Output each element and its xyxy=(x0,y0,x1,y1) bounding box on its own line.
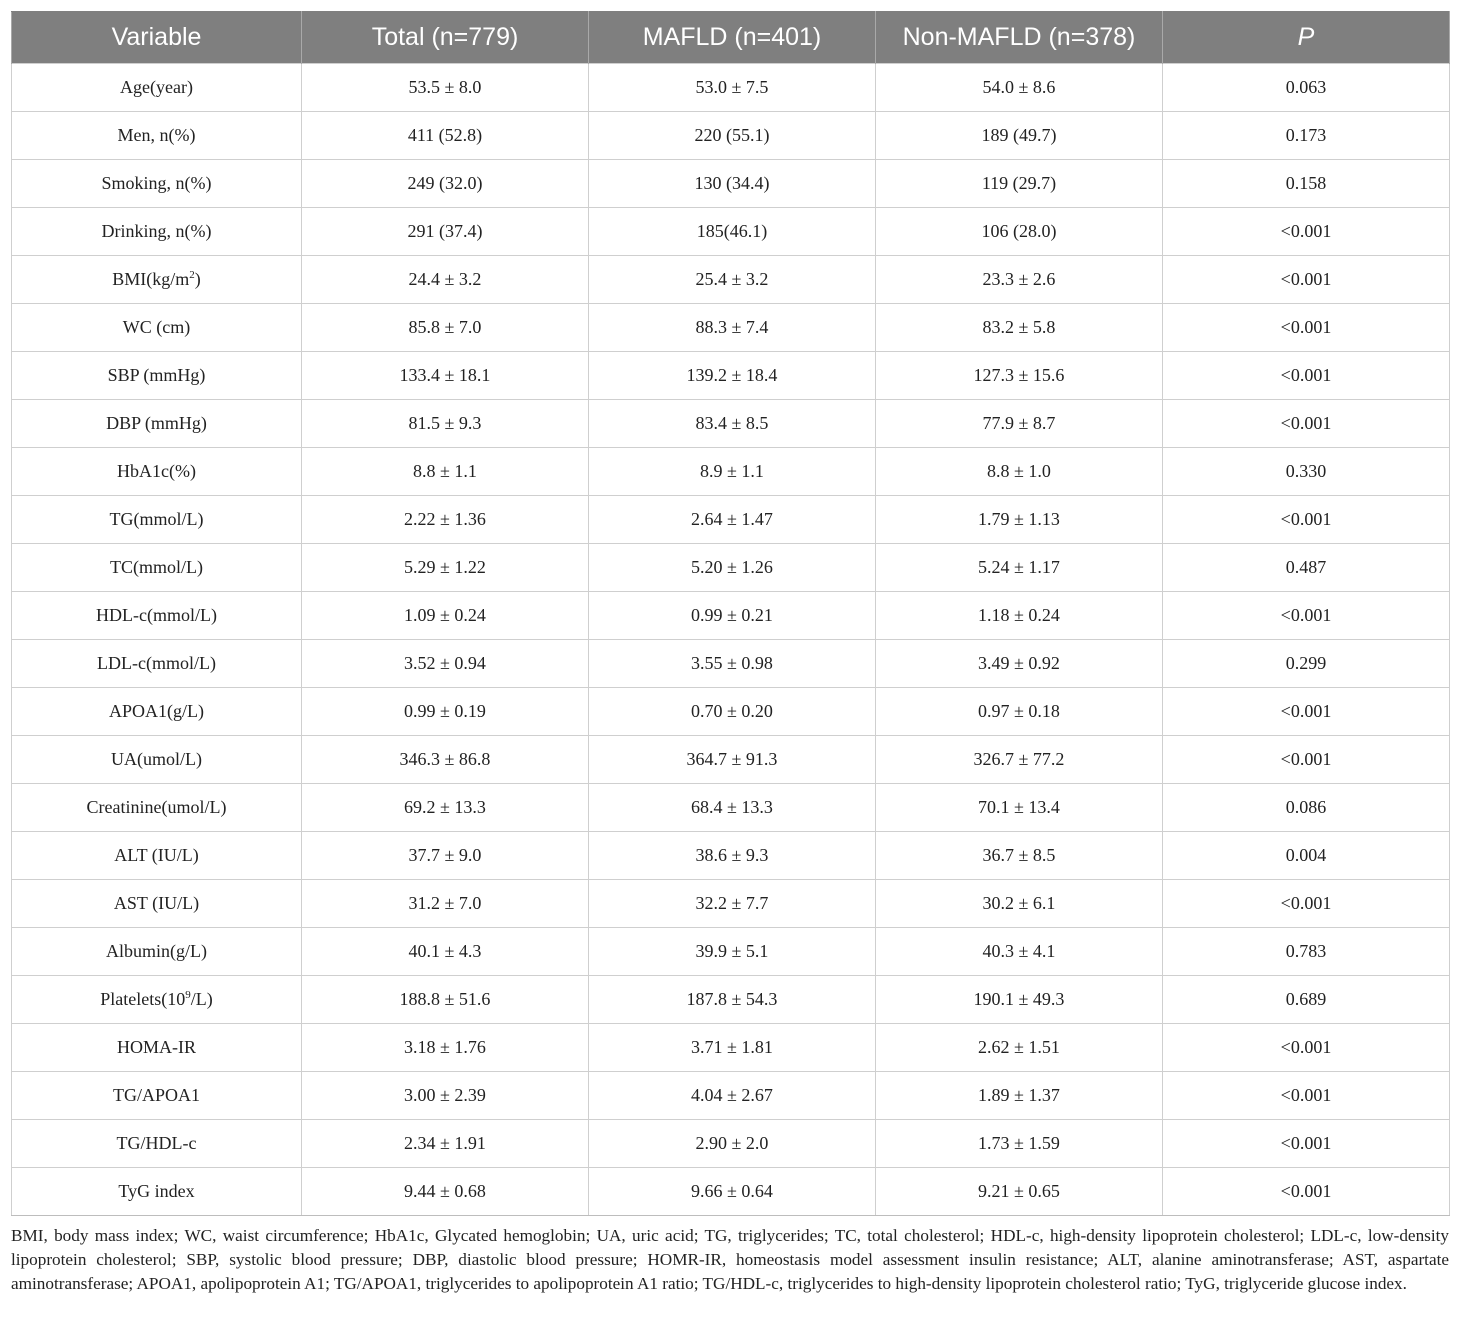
mafld-cell: 2.64 ± 1.47 xyxy=(589,496,876,544)
table-row xyxy=(12,1072,1450,1120)
variable-cell: HDL-c(mmol/L) xyxy=(12,592,302,640)
total-cell: 85.8 ± 7.0 xyxy=(302,304,589,352)
non-mafld-cell: 1.79 ± 1.13 xyxy=(876,496,1163,544)
non-mafld-cell: 189 (49.7) xyxy=(876,112,1163,160)
total-cell: 249 (32.0) xyxy=(302,160,589,208)
mafld-cell: 185(46.1) xyxy=(589,208,876,256)
total-cell: 9.44 ± 0.68 xyxy=(302,1168,589,1216)
total-cell: 40.1 ± 4.3 xyxy=(302,928,589,976)
total-cell: 5.29 ± 1.22 xyxy=(302,544,589,592)
non-mafld-cell: 127.3 ± 15.6 xyxy=(876,352,1163,400)
variable-cell: TyG index xyxy=(12,1168,302,1216)
variable-cell: DBP (mmHg) xyxy=(12,400,302,448)
table-header xyxy=(12,12,1450,64)
variable-cell: Drinking, n(%) xyxy=(12,208,302,256)
total-cell: 3.52 ± 0.94 xyxy=(302,640,589,688)
p-value-cell: <0.001 xyxy=(1163,208,1450,256)
p-value-cell: <0.001 xyxy=(1163,1024,1450,1072)
variable-superscript: 2 xyxy=(189,269,195,281)
variable-superscript: 9 xyxy=(185,989,191,1001)
variable-cell: Smoking, n(%) xyxy=(12,160,302,208)
p-value-cell: 0.783 xyxy=(1163,928,1450,976)
variable-text: Platelets(10 xyxy=(100,989,186,1009)
variable-cell xyxy=(12,256,302,304)
header-mafld: MAFLD (n=401) xyxy=(589,12,876,64)
table-row xyxy=(12,736,1450,784)
table-row xyxy=(12,400,1450,448)
total-cell: 37.7 ± 9.0 xyxy=(302,832,589,880)
variable-cell: Albumin(g/L) xyxy=(12,928,302,976)
table-row xyxy=(12,352,1450,400)
variable-cell: WC (cm) xyxy=(12,304,302,352)
non-mafld-cell: 83.2 ± 5.8 xyxy=(876,304,1163,352)
header-non-mafld: Non-MAFLD (n=378) xyxy=(876,12,1163,64)
variable-text: BMI(kg/m xyxy=(112,269,190,289)
total-cell: 31.2 ± 7.0 xyxy=(302,880,589,928)
mafld-cell: 53.0 ± 7.5 xyxy=(589,64,876,112)
non-mafld-cell: 326.7 ± 77.2 xyxy=(876,736,1163,784)
mafld-cell: 187.8 ± 54.3 xyxy=(589,976,876,1024)
table-row xyxy=(12,256,1450,304)
variable-cell: Age(year) xyxy=(12,64,302,112)
header-variable: Variable xyxy=(12,12,302,64)
header-p-value: P xyxy=(1163,12,1450,64)
non-mafld-cell: 40.3 ± 4.1 xyxy=(876,928,1163,976)
non-mafld-cell: 1.18 ± 0.24 xyxy=(876,592,1163,640)
total-cell: 8.8 ± 1.1 xyxy=(302,448,589,496)
non-mafld-cell: 1.89 ± 1.37 xyxy=(876,1072,1163,1120)
mafld-cell: 0.70 ± 0.20 xyxy=(589,688,876,736)
variable-cell: HbA1c(%) xyxy=(12,448,302,496)
total-cell: 3.00 ± 2.39 xyxy=(302,1072,589,1120)
variable-cell xyxy=(12,976,302,1024)
p-value-cell: <0.001 xyxy=(1163,880,1450,928)
non-mafld-cell: 2.62 ± 1.51 xyxy=(876,1024,1163,1072)
p-value-cell: <0.001 xyxy=(1163,1168,1450,1216)
header-row xyxy=(12,12,1450,64)
p-value-cell: 0.086 xyxy=(1163,784,1450,832)
total-cell: 69.2 ± 13.3 xyxy=(302,784,589,832)
table-body xyxy=(12,64,1450,1216)
p-value-cell: <0.001 xyxy=(1163,1120,1450,1168)
p-value-cell: 0.330 xyxy=(1163,448,1450,496)
p-value-cell: <0.001 xyxy=(1163,352,1450,400)
p-value-cell: <0.001 xyxy=(1163,1072,1450,1120)
variable-cell: SBP (mmHg) xyxy=(12,352,302,400)
mafld-cell: 88.3 ± 7.4 xyxy=(589,304,876,352)
table-row xyxy=(12,304,1450,352)
total-cell: 1.09 ± 0.24 xyxy=(302,592,589,640)
non-mafld-cell: 36.7 ± 8.5 xyxy=(876,832,1163,880)
table-row xyxy=(12,1168,1450,1216)
p-value-cell: <0.001 xyxy=(1163,688,1450,736)
mafld-cell: 130 (34.4) xyxy=(589,160,876,208)
p-value-cell: 0.158 xyxy=(1163,160,1450,208)
non-mafld-cell: 119 (29.7) xyxy=(876,160,1163,208)
table-row xyxy=(12,784,1450,832)
baseline-characteristics-table-container xyxy=(11,11,1449,1216)
mafld-cell: 139.2 ± 18.4 xyxy=(589,352,876,400)
non-mafld-cell: 106 (28.0) xyxy=(876,208,1163,256)
mafld-cell: 68.4 ± 13.3 xyxy=(589,784,876,832)
total-cell: 133.4 ± 18.1 xyxy=(302,352,589,400)
table-row xyxy=(12,928,1450,976)
table-row xyxy=(12,1120,1450,1168)
table-row xyxy=(12,544,1450,592)
mafld-cell: 5.20 ± 1.26 xyxy=(589,544,876,592)
mafld-cell: 3.71 ± 1.81 xyxy=(589,1024,876,1072)
p-value-cell: 0.689 xyxy=(1163,976,1450,1024)
table-row xyxy=(12,592,1450,640)
total-cell: 3.18 ± 1.76 xyxy=(302,1024,589,1072)
mafld-cell: 39.9 ± 5.1 xyxy=(589,928,876,976)
p-value-cell: <0.001 xyxy=(1163,400,1450,448)
total-cell: 53.5 ± 8.0 xyxy=(302,64,589,112)
p-value-cell: <0.001 xyxy=(1163,304,1450,352)
table-row xyxy=(12,160,1450,208)
variable-cell: APOA1(g/L) xyxy=(12,688,302,736)
baseline-characteristics-table xyxy=(11,11,1450,1216)
p-value-cell: 0.004 xyxy=(1163,832,1450,880)
table-row xyxy=(12,496,1450,544)
non-mafld-cell: 9.21 ± 0.65 xyxy=(876,1168,1163,1216)
non-mafld-cell: 54.0 ± 8.6 xyxy=(876,64,1163,112)
p-value-cell: 0.173 xyxy=(1163,112,1450,160)
table-footnote: BMI, body mass index; WC, waist circumference; HbA1c, Glycated hemoglobin; UA, uric acid; TG, triglycerides; TC, total cholesterol; HDL-c, high-density lipoprotein cholesterol; LDL-c, low-density lipoprotein cholesterol; SBP, systolic blood pressure; DBP, diastolic blood pressure; HOMR-IR, homeostasis model assessment insulin resistance; ALT, alanine aminotransferase; AST, aspartate aminotransferase; APOA1, apolipoprotein A1; TG/APOA1, triglycerides to apolipoprotein A1 ratio; TG/HDL-c, triglycerides to high-density lipoprotein cholesterol ratio; TyG, triglyceride glucose index. xyxy=(11,1226,1449,1293)
variable-text-suffix: /L) xyxy=(190,989,213,1009)
total-cell: 0.99 ± 0.19 xyxy=(302,688,589,736)
non-mafld-cell: 70.1 ± 13.4 xyxy=(876,784,1163,832)
p-value-cell: 0.063 xyxy=(1163,64,1450,112)
variable-cell: TC(mmol/L) xyxy=(12,544,302,592)
total-cell: 24.4 ± 3.2 xyxy=(302,256,589,304)
total-cell: 188.8 ± 51.6 xyxy=(302,976,589,1024)
p-value-cell: <0.001 xyxy=(1163,736,1450,784)
mafld-cell: 38.6 ± 9.3 xyxy=(589,832,876,880)
total-cell: 2.22 ± 1.36 xyxy=(302,496,589,544)
header-total: Total (n=779) xyxy=(302,12,589,64)
p-value-cell: <0.001 xyxy=(1163,592,1450,640)
non-mafld-cell: 0.97 ± 0.18 xyxy=(876,688,1163,736)
non-mafld-cell: 77.9 ± 8.7 xyxy=(876,400,1163,448)
p-value-cell: <0.001 xyxy=(1163,256,1450,304)
non-mafld-cell: 8.8 ± 1.0 xyxy=(876,448,1163,496)
total-cell: 346.3 ± 86.8 xyxy=(302,736,589,784)
table-row xyxy=(12,64,1450,112)
table-row xyxy=(12,448,1450,496)
variable-cell: Creatinine(umol/L) xyxy=(12,784,302,832)
mafld-cell: 32.2 ± 7.7 xyxy=(589,880,876,928)
non-mafld-cell: 23.3 ± 2.6 xyxy=(876,256,1163,304)
total-cell: 2.34 ± 1.91 xyxy=(302,1120,589,1168)
mafld-cell: 220 (55.1) xyxy=(589,112,876,160)
variable-cell: TG/HDL-c xyxy=(12,1120,302,1168)
p-value-cell: 0.299 xyxy=(1163,640,1450,688)
mafld-cell: 8.9 ± 1.1 xyxy=(589,448,876,496)
mafld-cell: 25.4 ± 3.2 xyxy=(589,256,876,304)
variable-cell: UA(umol/L) xyxy=(12,736,302,784)
table-row xyxy=(12,688,1450,736)
non-mafld-cell: 1.73 ± 1.59 xyxy=(876,1120,1163,1168)
non-mafld-cell: 3.49 ± 0.92 xyxy=(876,640,1163,688)
total-cell: 291 (37.4) xyxy=(302,208,589,256)
variable-text-suffix: ) xyxy=(194,269,201,289)
non-mafld-cell: 30.2 ± 6.1 xyxy=(876,880,1163,928)
table-row xyxy=(12,1024,1450,1072)
mafld-cell: 9.66 ± 0.64 xyxy=(589,1168,876,1216)
table-row xyxy=(12,880,1450,928)
variable-cell: TG/APOA1 xyxy=(12,1072,302,1120)
table-row xyxy=(12,640,1450,688)
total-cell: 81.5 ± 9.3 xyxy=(302,400,589,448)
p-value-cell: 0.487 xyxy=(1163,544,1450,592)
mafld-cell: 83.4 ± 8.5 xyxy=(589,400,876,448)
total-cell: 411 (52.8) xyxy=(302,112,589,160)
non-mafld-cell: 190.1 ± 49.3 xyxy=(876,976,1163,1024)
table-row xyxy=(12,112,1450,160)
table-row xyxy=(12,976,1450,1024)
variable-cell: Men, n(%) xyxy=(12,112,302,160)
mafld-cell: 4.04 ± 2.67 xyxy=(589,1072,876,1120)
mafld-cell: 0.99 ± 0.21 xyxy=(589,592,876,640)
variable-cell: ALT (IU/L) xyxy=(12,832,302,880)
mafld-cell: 3.55 ± 0.98 xyxy=(589,640,876,688)
p-value-cell: <0.001 xyxy=(1163,496,1450,544)
non-mafld-cell: 5.24 ± 1.17 xyxy=(876,544,1163,592)
variable-cell: AST (IU/L) xyxy=(12,880,302,928)
mafld-cell: 2.90 ± 2.0 xyxy=(589,1120,876,1168)
mafld-cell: 364.7 ± 91.3 xyxy=(589,736,876,784)
variable-cell: LDL-c(mmol/L) xyxy=(12,640,302,688)
variable-cell: HOMA-IR xyxy=(12,1024,302,1072)
variable-cell: TG(mmol/L) xyxy=(12,496,302,544)
table-row xyxy=(12,832,1450,880)
table-row xyxy=(12,208,1450,256)
